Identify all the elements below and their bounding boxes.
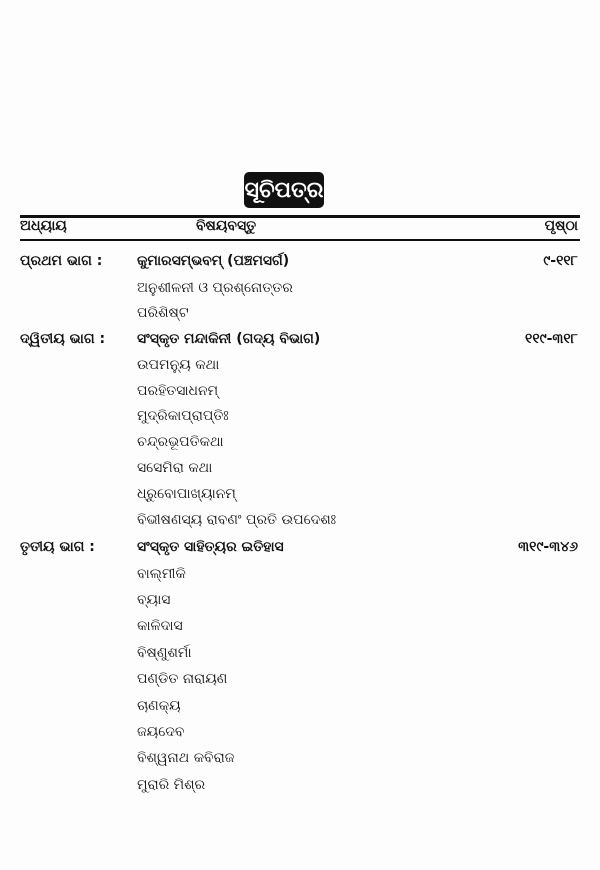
- part-3-title: ସଂସ୍କୃତ ସାହିତ୍ୟର ଇତିହାସ: [137, 539, 284, 555]
- toc-entry: ଚାଣକ୍ୟ: [137, 698, 181, 714]
- toc-entry: ଧ୍ରୁବୋପାଖ୍ୟାନମ୍: [137, 486, 236, 502]
- toc-entry: ବିଶ୍ୱନାଥ କବିରାଜ: [137, 750, 235, 766]
- toc-entry: ଉପମନ୍ୟୁ କଥା: [137, 357, 220, 373]
- toc-entry: ପଣ୍ଡିତ ନାରାୟଣ: [137, 671, 228, 687]
- toc-entry: ବାଲ୍ମୀକି: [137, 566, 186, 582]
- part-2-title: ସଂସ୍କୃତ ମନ୍ଦାକିନୀ (ଗଦ୍ୟ ବିଭାଗ): [137, 331, 321, 347]
- header-subject: ବିଷୟବସ୍ତୁ: [196, 218, 257, 234]
- toc-entry: ପରିଶିଷ୍ଟ: [137, 305, 189, 321]
- toc-entry: ବ୍ୟାସ: [137, 592, 171, 608]
- toc-entry: ଜୟଦେବ: [137, 724, 185, 740]
- toc-entry: ଚନ୍ଦ୍ରଭୂପତିକଥା: [137, 434, 224, 450]
- toc-entry: ଅନୁଶୀଳନୀ ଓ ପ୍ରଶ୍ନୋତ୍ତର: [137, 280, 293, 296]
- toc-entry: ବିଭୀଷଣସ୍ୟ ରାବଣଂ ପ୍ରତି ଉପଦେଶଃ: [137, 512, 337, 528]
- part-1-pages: ୯-୧୧୮: [543, 253, 578, 269]
- part-3-label: ତୃତୀୟ ଭାଗ :: [20, 539, 95, 555]
- page-title: ସୂଚିପତ୍ର: [244, 172, 324, 208]
- toc-entry: ପରହିତସାଧନମ୍: [137, 383, 219, 399]
- toc-entry: କାଳିଦାସ: [137, 618, 183, 634]
- header-page: ପୃଷ୍ଠା: [544, 218, 578, 234]
- header-bottom-rule: [20, 239, 580, 241]
- toc-entry: ମୁରାରି ମିଶ୍ର: [137, 777, 206, 793]
- part-2-label: ଦ୍ୱିତୀୟ ଭାଗ :: [20, 331, 106, 347]
- header-top-rule: [20, 215, 580, 218]
- part-1-title: କୁମାରସମ୍ଭବମ୍ (ପଞ୍ଚମସର୍ଗ): [137, 253, 290, 269]
- toc-entry: ବିଷ୍ଣୁଶର୍ମା: [137, 645, 192, 661]
- toc-entry: ସସେମିରା କଥା: [137, 460, 213, 476]
- part-1-label: ପ୍ରଥମ ଭାଗ :: [20, 253, 103, 269]
- part-3-pages: ୩୧୯-୩୪୬: [518, 539, 578, 555]
- toc-entry: ମୁଦ୍ରିକାପ୍ରାପ୍ତିଃ: [137, 408, 229, 424]
- part-2-pages: ୧୧୯-୩୧୮: [525, 331, 578, 347]
- header-chapter: ଅଧ୍ୟାୟ: [20, 218, 67, 234]
